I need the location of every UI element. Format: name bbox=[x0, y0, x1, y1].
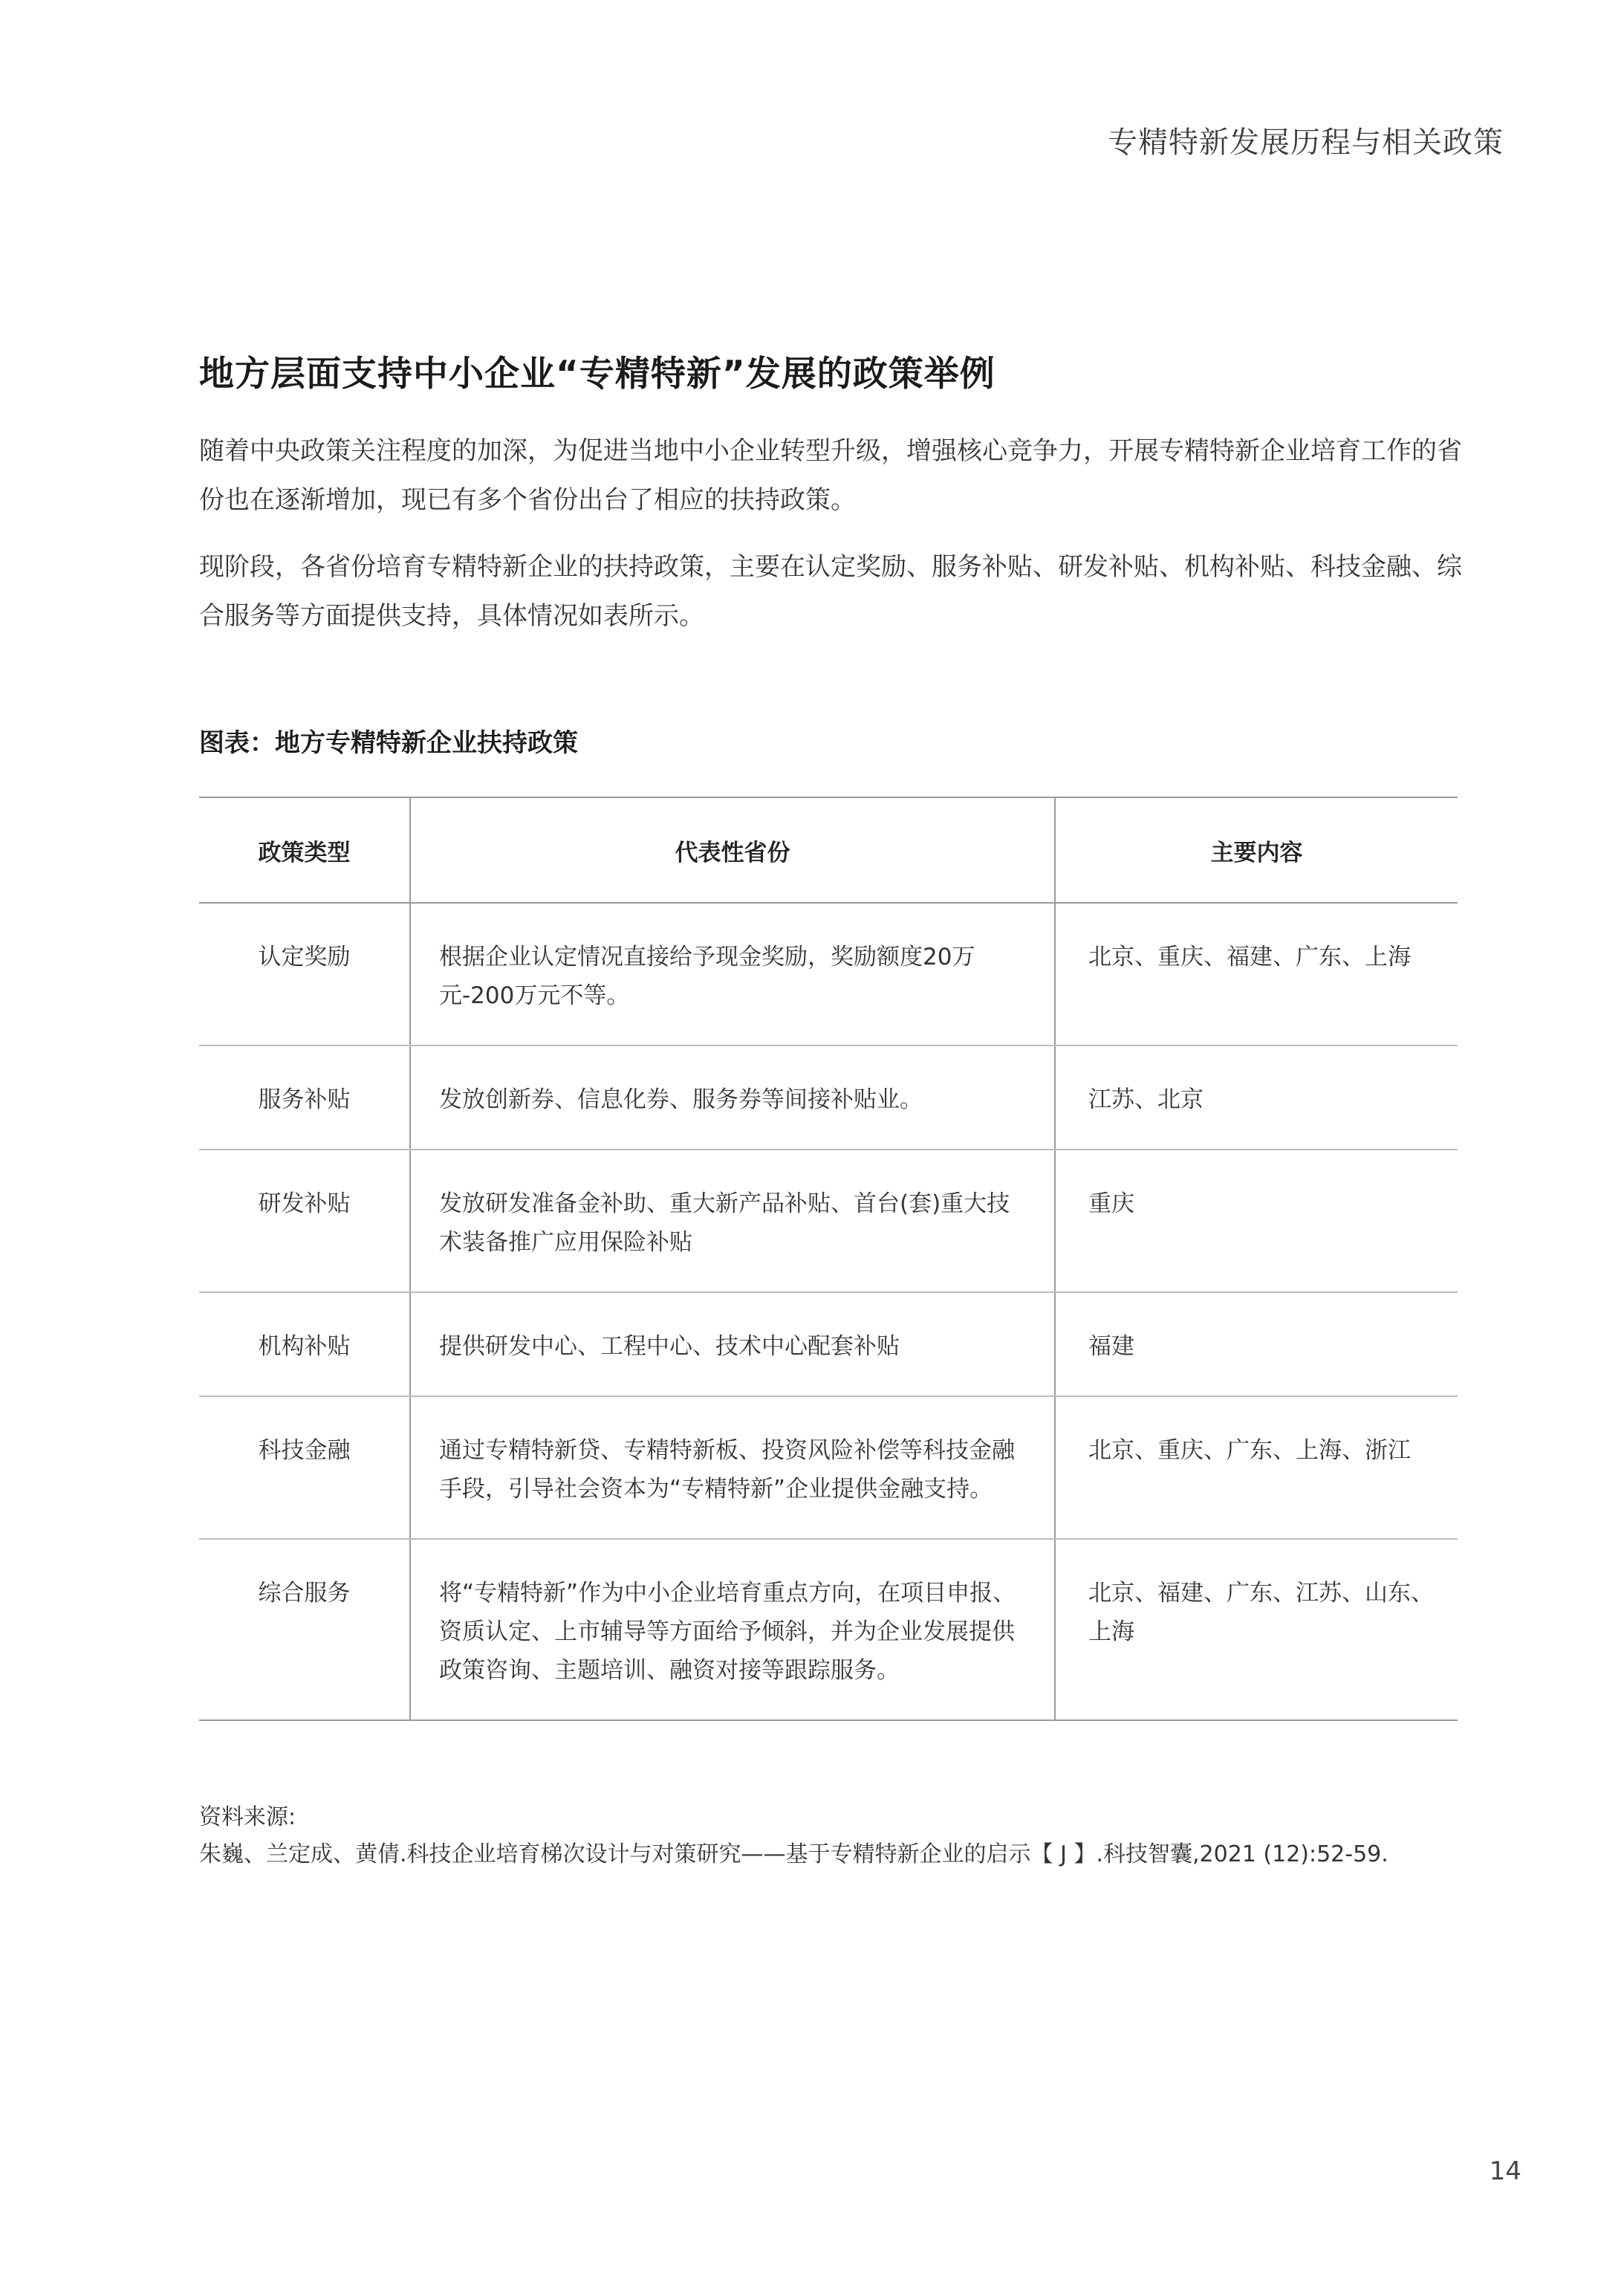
policy-type-cell: 研发补贴 bbox=[199, 1150, 410, 1292]
table-row bbox=[199, 1292, 1458, 1396]
column-header-provinces: 代表性省份 bbox=[410, 797, 1055, 903]
source-reference: 朱巍、兰定成、黄倩.科技企业培育梯次设计与对策研究——基于专精特新企业的启示【 J 】.科技智囊,2021 (12):52-59. bbox=[199, 1841, 1388, 1867]
intro-paragraph: 随着中央政策关注程度的加深，为促进当地中小企业转型升级，增强核心竞争力，开展专精特新企业培育工作的省份也在逐渐增加，现已有多个省份出台了相应的扶持政策。 bbox=[199, 436, 1462, 515]
provinces-cell: 重庆 bbox=[1055, 1150, 1458, 1292]
policy-content-cell: 将“专精特新”作为中小企业培育重点方向，在项目申报、资质认定、上市辅导等方面给予倾斜，并为企业发展提供政策咨询、主题培训、融资对接等跟踪服务。 bbox=[410, 1539, 1055, 1720]
table-body bbox=[199, 903, 1458, 1720]
policy-content-cell: 根据企业认定情况直接给予现金奖励，奖励额度20万元-200万元不等。 bbox=[410, 903, 1055, 1046]
policy-type-cell: 服务补贴 bbox=[199, 1046, 410, 1150]
running-header: 专精特新发展历程与相关政策 bbox=[1108, 126, 1504, 160]
table-row bbox=[199, 1539, 1458, 1720]
column-header-policy-type: 政策类型 bbox=[199, 797, 410, 903]
table-row bbox=[199, 903, 1458, 1046]
column-header-content: 主要内容 bbox=[1055, 797, 1458, 903]
policy-content-cell: 提供研发中心、工程中心、技术中心配套补贴 bbox=[410, 1292, 1055, 1396]
provinces-cell: 北京、重庆、广东、上海、浙江 bbox=[1055, 1396, 1458, 1539]
policy-content-cell: 通过专精特新贷、专精特新板、投资风险补偿等科技金融手段，引导社会资本为“专精特新”企业提供金融支持。 bbox=[410, 1396, 1055, 1539]
summary-paragraph: 现阶段，各省份培育专精特新企业的扶持政策，主要在认定奖励、服务补贴、研发补贴、机构补贴、科技金融、综合服务等方面提供支持，具体情况如表所示。 bbox=[199, 552, 1462, 631]
source-label: 资料来源: bbox=[199, 1804, 296, 1830]
policy-type-cell: 认定奖励 bbox=[199, 903, 410, 1046]
table-row bbox=[199, 1150, 1458, 1292]
provinces-cell: 北京、重庆、福建、广东、上海 bbox=[1055, 903, 1458, 1046]
section-title: 地方层面支持中小企业“专精特新”发展的政策举例 bbox=[199, 354, 995, 395]
policy-type-cell: 科技金融 bbox=[199, 1396, 410, 1539]
table-row bbox=[199, 1046, 1458, 1150]
policy-type-cell: 综合服务 bbox=[199, 1539, 410, 1720]
provinces-cell: 北京、福建、广东、江苏、山东、上海 bbox=[1055, 1539, 1458, 1720]
policy-type-cell: 机构补贴 bbox=[199, 1292, 410, 1396]
policy-table bbox=[199, 797, 1458, 1721]
figure-caption: 图表：地方专精特新企业扶持政策 bbox=[199, 728, 578, 758]
policy-content-cell: 发放研发准备金补助、重大新产品补贴、首台(套)重大技术装备推广应用保险补贴 bbox=[410, 1150, 1055, 1292]
table-row bbox=[199, 1396, 1458, 1539]
provinces-cell: 福建 bbox=[1055, 1292, 1458, 1396]
page-number: 14 bbox=[1489, 2156, 1521, 2186]
header-row bbox=[199, 797, 1458, 903]
policy-content-cell: 发放创新券、信息化券、服务券等间接补贴业。 bbox=[410, 1046, 1055, 1150]
provinces-cell: 江苏、北京 bbox=[1055, 1046, 1458, 1150]
table-header bbox=[199, 797, 1458, 903]
